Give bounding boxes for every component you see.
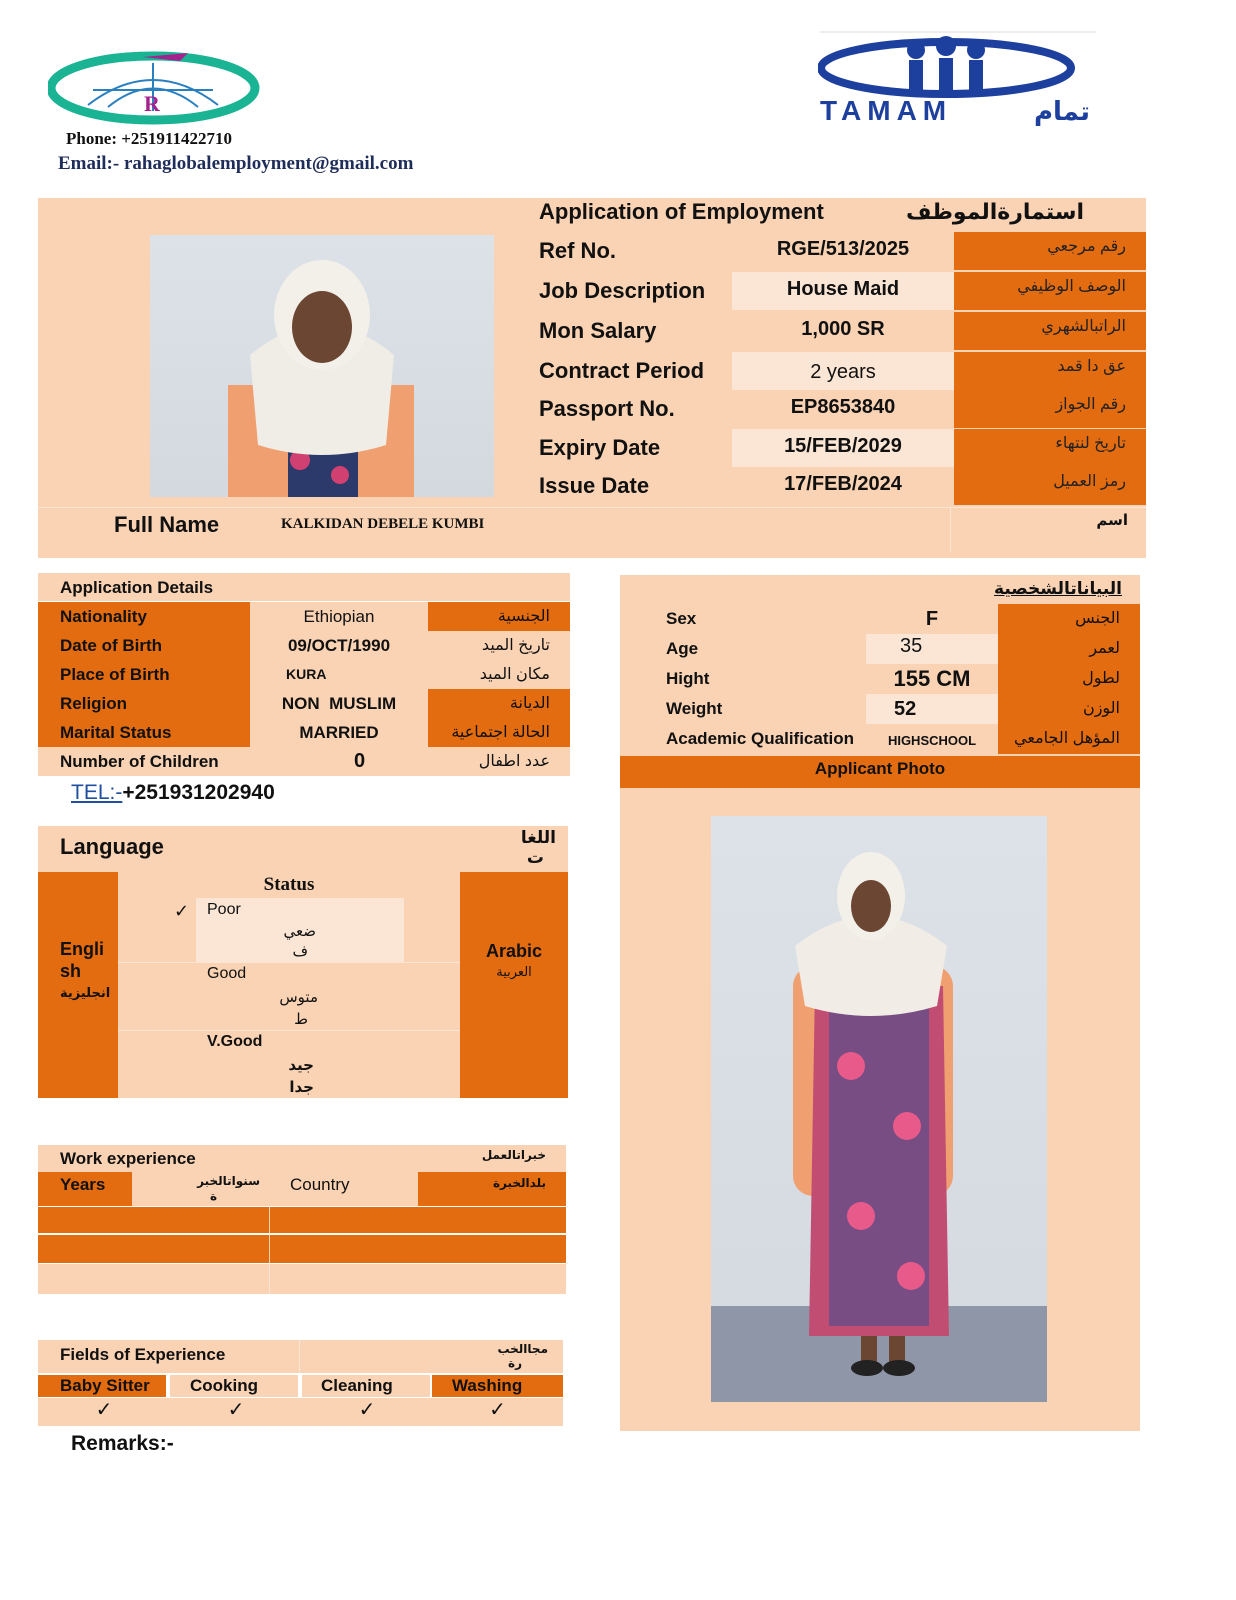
arabic-label-ar: العربية [496, 964, 532, 979]
work-experience-header [38, 1145, 566, 1172]
good-label-ar-2: ط [294, 1011, 308, 1028]
job-description-value: House Maid [732, 272, 954, 310]
fields-of-experience-title-ar-1: مجاالخب [497, 1342, 548, 1356]
salary-label: Mon Salary [518, 312, 732, 350]
language-title-ar-1: اللغا [520, 828, 556, 847]
work-experience-row-2 [38, 1235, 566, 1263]
phone-text: Phone: +251911422710 [66, 129, 232, 148]
work-experience-title: Work experience [60, 1149, 196, 1168]
marital-status-ar: الحالة اجتماعية [428, 718, 570, 747]
contract-period-ar: عق دا قمد [954, 352, 1146, 390]
expiry-date-label: Expiry Date [518, 429, 732, 467]
qualification-label: Academic Qualification [644, 724, 894, 754]
poor-label-ar-2: ف [292, 943, 308, 960]
ref-no-value: RGE/513/2025 [732, 232, 954, 270]
tamam-logo [818, 30, 1098, 126]
row-issue-date [518, 467, 1146, 505]
full-name-row [38, 507, 1146, 551]
col-years-ar-1: سنواتالخبر [197, 1174, 260, 1188]
language-header [38, 826, 568, 872]
weight-ar: الوزن [998, 694, 1140, 724]
place-of-birth-label: Place of Birth [38, 660, 250, 689]
age-value: 35 [866, 634, 998, 664]
tel-line [71, 780, 275, 806]
good-label: Good [207, 965, 247, 982]
children-label: Number of Children [38, 747, 250, 776]
field-cleaning: Cleaning [302, 1375, 430, 1397]
children-value: 0 [250, 747, 428, 776]
passport-no-value: EP8653840 [732, 390, 954, 428]
detail-row-religion [38, 689, 570, 718]
job-description-ar: الوصف الوظيفي [954, 272, 1146, 310]
issue-date-value: 17/FEB/2024 [732, 467, 954, 505]
passport-no-ar: رقم الجواز [954, 390, 1146, 428]
application-title-row [518, 198, 1146, 230]
salary-ar: الراتبالشهري [954, 312, 1146, 350]
expiry-date-value: 15/FEB/2029 [732, 429, 954, 467]
logo-letter: R [144, 91, 160, 116]
personal-data-title-ar: البياناتالشخصية [994, 579, 1122, 598]
pd-row-height [620, 664, 1140, 694]
religion-value: NON MUSLIM [250, 689, 428, 718]
dob-ar: تاريخ الميد [428, 631, 570, 660]
tamam-text: TAMAM [820, 95, 953, 126]
marital-status-label: Marital Status [38, 718, 250, 747]
arabic-column [460, 872, 568, 1098]
nationality-ar: الجنسية [428, 602, 570, 631]
fields-of-experience-title-ar-2: رة [508, 1356, 522, 1370]
detail-row-children [38, 747, 570, 776]
full-name-value: KALKIDAN DEBELE KUMBI [281, 516, 485, 532]
col-years-ar-2: ة [210, 1189, 218, 1203]
work-experience-column-row [38, 1172, 566, 1206]
arabic-label: Arabic [485, 941, 543, 961]
application-details-title: Application Details [60, 578, 214, 597]
detail-row-place-of-birth [38, 660, 570, 689]
work-experience-row-1 [38, 1207, 566, 1233]
religion-label: Religion [38, 689, 250, 718]
nationality-label: Nationality [38, 602, 250, 631]
issue-date-label: Issue Date [518, 467, 732, 505]
place-of-birth-ar: مكان الميد [428, 660, 570, 689]
pd-row-qualification [620, 724, 1140, 754]
religion-ar: الديانة [428, 689, 570, 718]
dob-label: Date of Birth [38, 631, 250, 660]
row-salary [518, 312, 1146, 350]
age-ar: لعمر [998, 634, 1140, 664]
english-column [38, 872, 118, 1098]
col-years-ar-cell [132, 1172, 270, 1206]
sex-ar: الجنس [998, 604, 1140, 634]
tel-prefix: TEL:- [71, 781, 123, 804]
detail-row-marital-status [38, 718, 570, 747]
field-cooking: Cooking [170, 1375, 298, 1397]
field-baby-sitter: Baby Sitter [38, 1375, 166, 1397]
expiry-date-ar: تاريخ لنتهاء [954, 429, 1146, 467]
ref-no-ar: رقم مرجعي [954, 232, 1146, 270]
email-text: Email:- rahaglobalemployment@gmail.com [58, 153, 414, 174]
full-name-ar: اسم [1096, 512, 1128, 529]
english-label-2: sh [60, 961, 82, 981]
application-details-header [38, 573, 570, 601]
remarks-label: Remarks:- [71, 1432, 174, 1455]
detail-row-dob [38, 631, 570, 660]
tamam-arabic: تمام [1033, 97, 1090, 126]
qualification-value: HIGHSCHOOL [866, 724, 998, 754]
place-of-birth-value: KURA [250, 660, 428, 689]
height-value: 155 CM [866, 664, 998, 694]
cooking-check-mark: ✓ [227, 1399, 245, 1421]
applicant-photo-label: Applicant Photo [620, 756, 1140, 788]
application-title-ar: استمارةالموظف [906, 199, 1085, 224]
row-ref-no [518, 232, 1146, 270]
washing-check-mark: ✓ [489, 1399, 506, 1421]
english-label-1: Engli [60, 939, 104, 959]
fields-of-experience-marks [38, 1398, 563, 1426]
language-title: Language [60, 834, 164, 859]
full-name-label: Full Name [114, 512, 220, 537]
work-experience-row-3 [38, 1264, 566, 1294]
col-years: Years [38, 1172, 132, 1206]
nationality-value: Ethiopian [250, 602, 428, 631]
children-ar: عدد اطفال [428, 747, 570, 776]
dob-value: 09/OCT/1990 [250, 631, 428, 660]
weight-label: Weight [644, 694, 866, 724]
job-description-label: Job Description [518, 272, 732, 310]
vgood-label: V.Good [207, 1033, 263, 1050]
vgood-label-ar-1: جيد [288, 1057, 314, 1074]
poor-check-mark: ✓ [174, 901, 190, 921]
age-label: Age [644, 634, 866, 664]
detail-row-nationality [38, 602, 570, 631]
poor-label-ar-1: ضعي [283, 923, 316, 940]
applicant-fullbody-photo [711, 816, 1047, 1402]
qualification-ar: المؤهل الجامعي [998, 724, 1140, 754]
tel-number: +251931202940 [122, 781, 275, 804]
application-title: Application of Employment [539, 199, 824, 224]
cleaning-check-mark: ✓ [358, 1399, 376, 1421]
contract-period-label: Contract Period [518, 352, 732, 390]
fields-of-experience-labels [38, 1375, 563, 1397]
weight-value: 52 [866, 694, 998, 724]
salary-value: 1,000 SR [732, 312, 954, 350]
good-label-ar-1: متوس [279, 989, 318, 1006]
raha-logo [48, 45, 260, 131]
marital-status-value: MARRIED [250, 718, 428, 747]
vgood-label-ar-2: جدا [289, 1079, 314, 1096]
field-washing: Washing [432, 1375, 563, 1397]
issue-date-ar: رمز العميل [954, 467, 1146, 505]
language-title-ar-2: ت [526, 848, 544, 867]
sex-label: Sex [644, 604, 866, 634]
status-header: Status [263, 874, 315, 895]
row-passport-no [518, 390, 1146, 428]
pd-row-sex [620, 604, 1140, 634]
poor-label: Poor [207, 901, 241, 918]
col-country: Country [270, 1172, 418, 1206]
row-contract-period [518, 352, 1146, 390]
sex-value: F [866, 604, 998, 634]
col-country-ar: بلدالخبرة [418, 1172, 566, 1206]
fields-of-experience-header [38, 1340, 563, 1373]
baby-sitter-check-mark: ✓ [95, 1399, 113, 1421]
height-ar: لطول [998, 664, 1140, 694]
work-experience-title-ar: خبراتالعمل [481, 1148, 546, 1162]
ref-no-label: Ref No. [518, 232, 732, 270]
passport-no-label: Passport No. [518, 390, 732, 428]
row-expiry-date [518, 429, 1146, 467]
fields-of-experience-title: Fields of Experience [60, 1345, 226, 1364]
contract-period-value: 2 years [732, 352, 954, 390]
applicant-portrait-photo [150, 235, 494, 497]
english-label-ar: انجليزية [60, 985, 111, 1000]
pd-row-age [620, 634, 1140, 664]
row-job-description [518, 272, 1146, 310]
pd-row-weight [620, 694, 1140, 724]
height-label: Hight [644, 664, 866, 694]
